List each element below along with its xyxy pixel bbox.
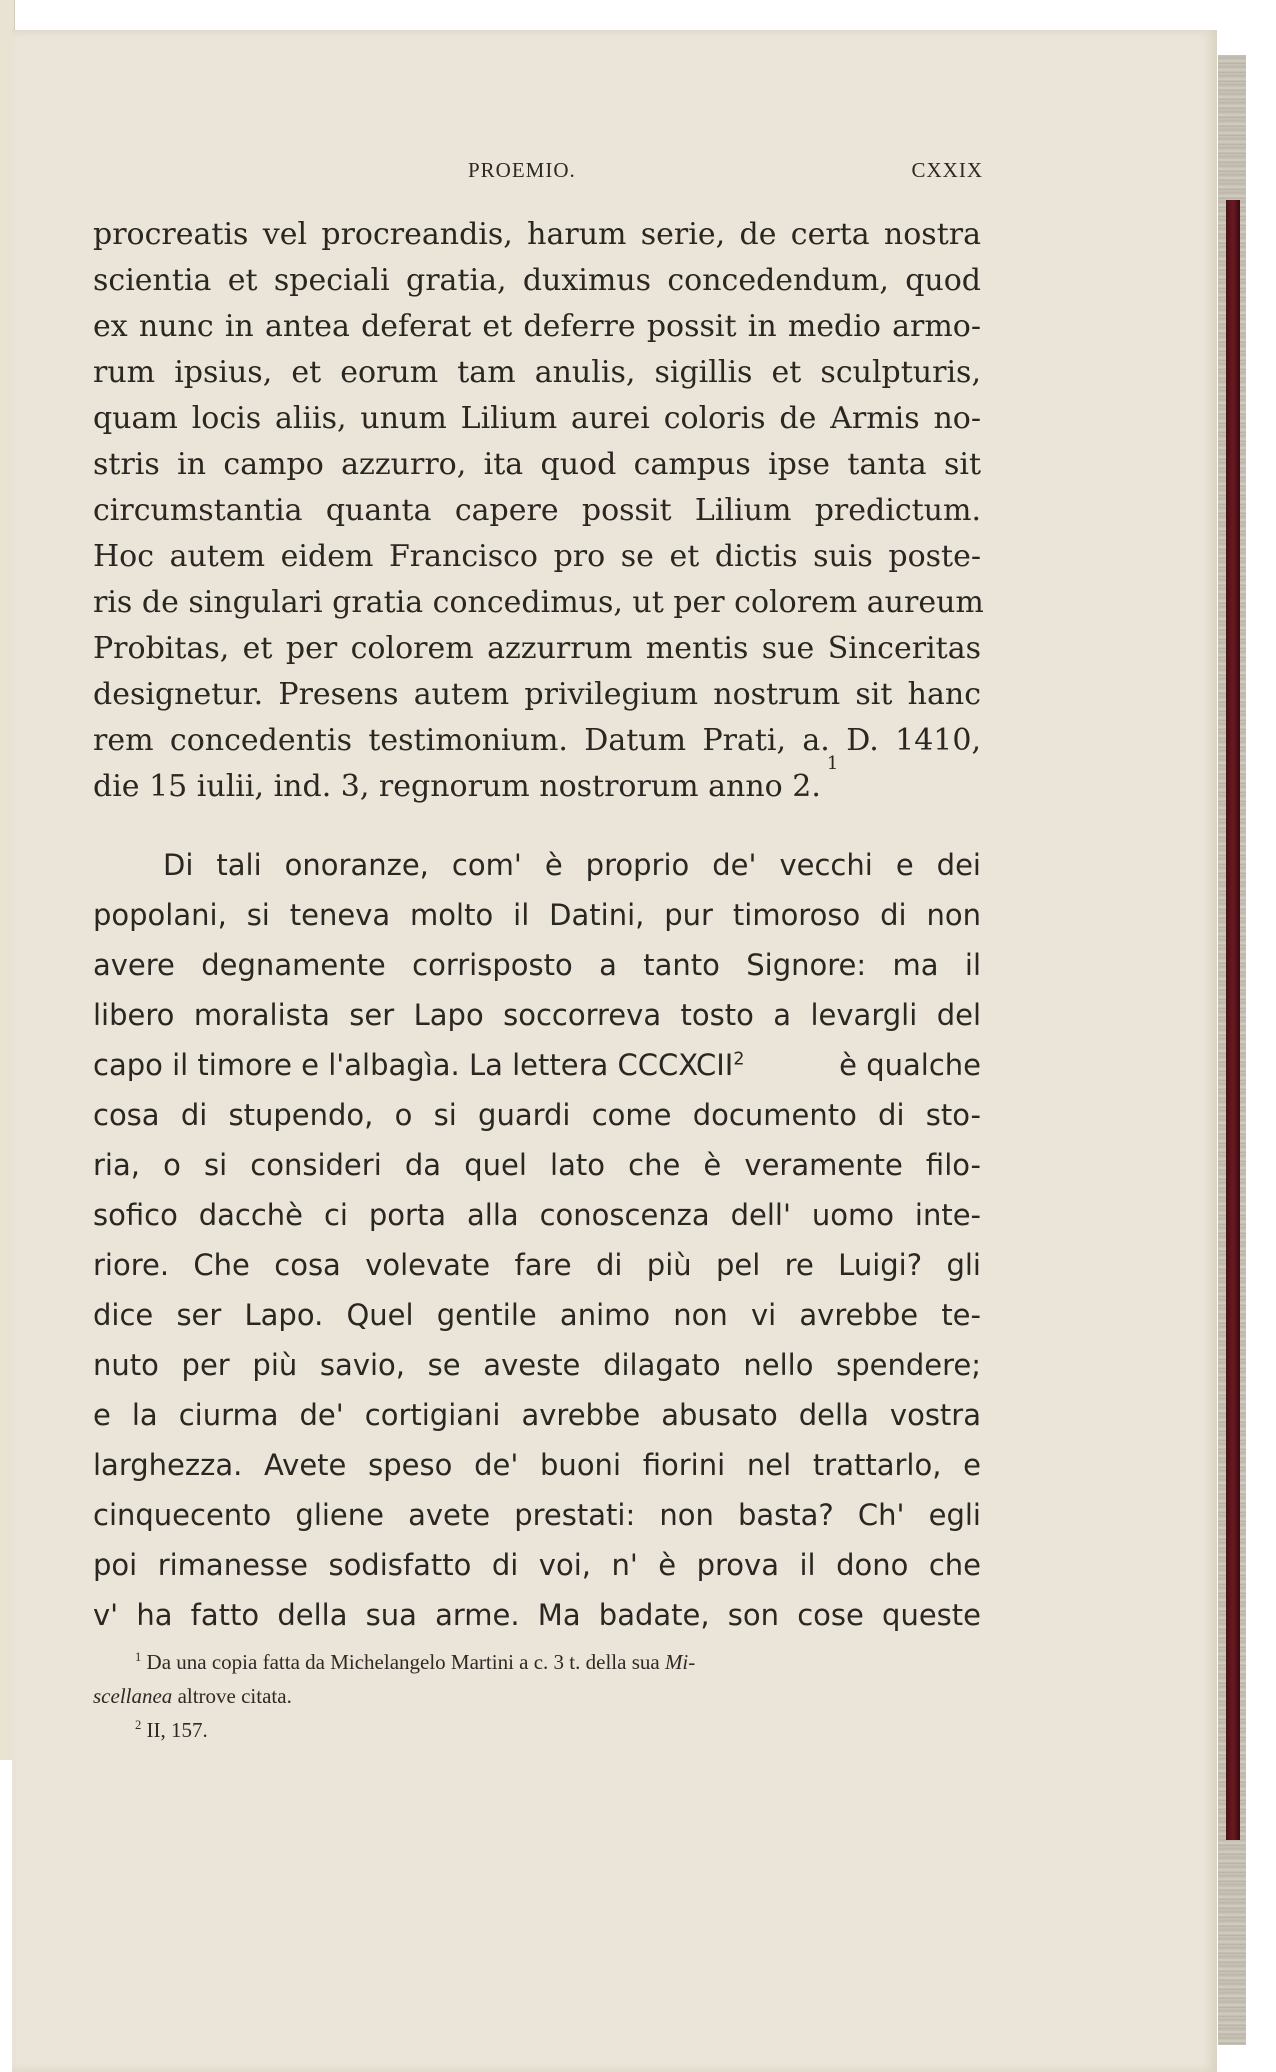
footnote-1-continued <box>93 1679 981 1713</box>
line-text: die 15 iulii, ind. 3, regnorum nostrorum anno 2. <box>93 769 821 804</box>
line-text: ex nunc in antea deferat et deferre possit in medio armo- <box>93 309 981 344</box>
line-text: stris in campo azzurro, ita quod campus ipse tanta sit <box>93 447 981 482</box>
footnote-ref-1: 1 <box>826 753 839 774</box>
text-line <box>93 580 984 626</box>
text-line <box>93 1090 981 1140</box>
text-line <box>93 1140 981 1190</box>
line-text: capo il timore e l'albagìa. La lettera CCCXCII <box>93 1048 734 1082</box>
paragraph-commentary <box>93 840 981 1640</box>
running-title: PROEMIO. <box>468 158 576 182</box>
text-line <box>93 1490 981 1540</box>
line-text: dice ser Lapo. Quel gentile animo non vi avrebbe te- <box>93 1298 981 1332</box>
line-text: Di tali onoranze, com' è proprio de' vecchi e dei <box>163 848 981 882</box>
line-text: v' ha fatto della sua arme. Ma badate, son cose queste <box>93 1598 981 1632</box>
paragraph-latin-privilege <box>93 212 984 810</box>
text-line <box>93 212 981 258</box>
footnote-ref-2: 2 <box>733 1049 745 1070</box>
line-text: popolani, si teneva molto il Datini, pur timoroso di non <box>93 898 981 932</box>
text-line <box>93 626 981 672</box>
line-text: libero moralista ser Lapo soccorreva tosto a levargli del <box>93 998 981 1032</box>
text-line <box>93 1290 981 1340</box>
line-text: e la ciurma de' cortigiani avrebbe abusato della vostra <box>93 1398 981 1432</box>
line-text-tail: è qualche <box>839 1048 981 1082</box>
running-head <box>95 158 983 188</box>
line-text: sofico dacchè ci porta alla conoscenza dell' uomo inte- <box>93 1198 981 1232</box>
line-text: designetur. Presens autem privilegium nostrum sit hanc <box>93 677 981 712</box>
footnote-1-rest: altrove citata. <box>177 1684 292 1708</box>
text-line <box>93 304 981 350</box>
line-text: procreatis vel procreandis, harum serie, de certa nostra <box>93 217 981 252</box>
text-line-last <box>93 753 981 810</box>
text-line <box>93 990 981 1040</box>
text-line <box>93 672 981 718</box>
text-line <box>93 940 981 990</box>
text-line <box>93 442 981 488</box>
text-line <box>93 718 981 764</box>
line-text: ria, o si consideri da quel lato che è veramente filo- <box>93 1148 981 1182</box>
footnote-1 <box>93 1645 981 1679</box>
text-line <box>93 1240 981 1290</box>
line-text: cinquecento gliene avete prestati: non basta? Ch' egli <box>93 1498 981 1532</box>
line-text: rum ipsius, et eorum tam anulis, sigillis et sculpturis, <box>93 355 981 390</box>
line-text: Hoc autem eidem Francisco pro se et dictis suis poste- <box>93 539 981 574</box>
footnote-2-mark: 2 <box>135 1718 142 1732</box>
footnote-1-text: Da una copia fatta da Michelangelo Martini a c. 3 t. della sua <box>146 1650 660 1674</box>
text-line <box>93 350 981 396</box>
line-text: avere degnamente corrisposto a tanto Signore: ma il <box>93 948 981 982</box>
text-line <box>93 396 981 442</box>
text-line <box>93 1040 981 1090</box>
footnote-1-italic-start: Mi- <box>664 1650 696 1674</box>
text-line <box>93 1390 981 1440</box>
text-line <box>93 1540 981 1590</box>
text-line <box>93 1340 981 1390</box>
line-text: scientia et speciali gratia, duximus concedendum, quod <box>93 263 981 298</box>
text-line <box>93 840 981 890</box>
page-number: CXXIX <box>911 158 983 182</box>
footnote-2-text: II, 157. <box>146 1718 208 1742</box>
line-text: circumstantia quanta capere possit Lilium predictum. <box>93 493 981 528</box>
line-text: cosa di stupendo, o si guardi come documento di sto- <box>93 1098 981 1132</box>
line-segment <box>93 1040 744 1090</box>
line-text: riore. Che cosa volevate fare di più pel re Luigi? gli <box>93 1248 981 1282</box>
text-line <box>93 890 981 940</box>
line-text: larghezza. Avete speso de' buoni fiorini nel trattarlo, e <box>93 1448 981 1482</box>
text-line <box>93 1190 981 1240</box>
line-text: nuto per più savio, se aveste dilagato nello spendere; <box>93 1348 981 1382</box>
text-line <box>93 488 981 534</box>
line-text: poi rimanesse sodisfatto di voi, n' è prova il dono che <box>93 1548 981 1582</box>
footnote-2 <box>93 1713 981 1747</box>
footnote-1-italic-end: scellanea <box>93 1684 173 1708</box>
text-line <box>93 1590 981 1640</box>
text-line <box>93 258 981 304</box>
line-text: Probitas, et per colorem azzurrum mentis sue Sinceritas <box>93 631 981 666</box>
text-line <box>93 534 981 580</box>
footnotes <box>93 1645 981 1747</box>
book-binding <box>1226 200 1240 1840</box>
footnote-1-mark: 1 <box>135 1650 142 1664</box>
line-text: rem concedentis testimonium. Datum Prati, a. D. 1410, <box>93 723 981 758</box>
line-text: ris de singulari gratia concedimus, ut per colorem aureum <box>93 585 984 620</box>
line-text: quam locis aliis, unum Lilium aurei coloris de Armis no- <box>93 401 981 436</box>
text-line <box>93 1440 981 1490</box>
